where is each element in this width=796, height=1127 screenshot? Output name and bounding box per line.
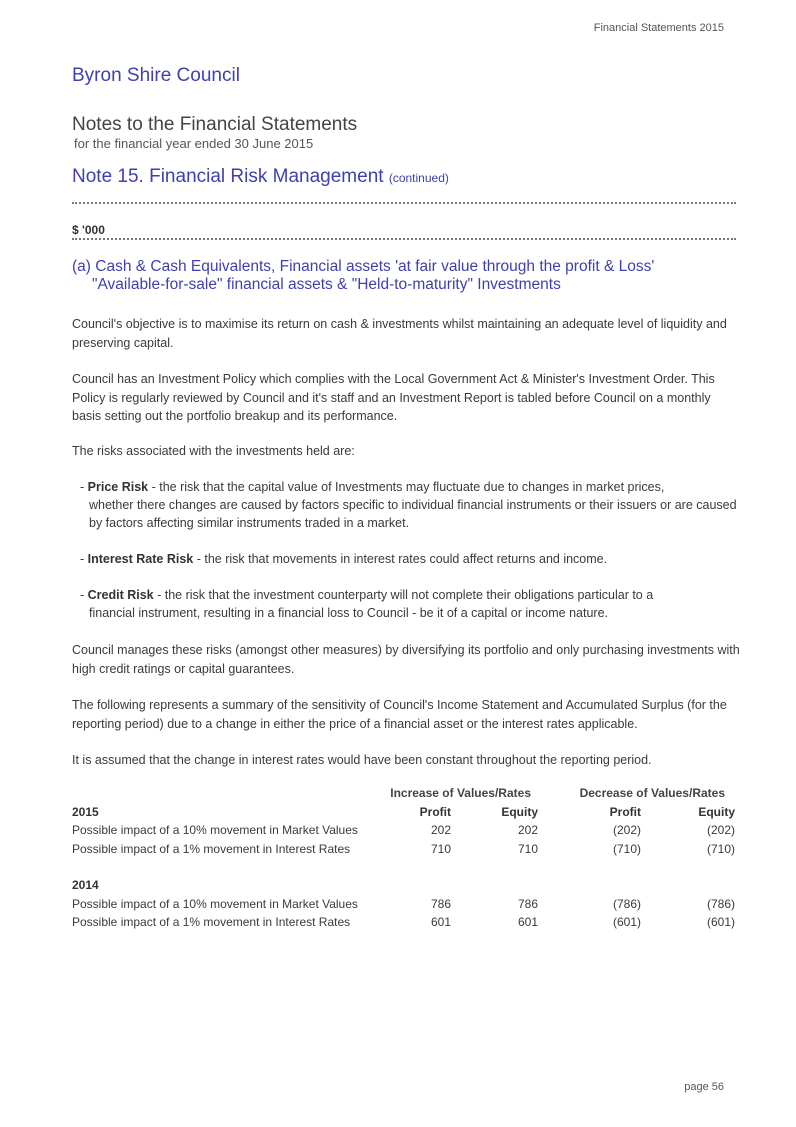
sensitivity-table <box>72 786 738 934</box>
cell-inc-profit: 202 <box>430 823 451 837</box>
paragraph-sensitivity: The following represents a summary of the sensitivity of Council's Income Statement and Accumulated Surplus (for the reporting period) due to a change in either the price of a financial asset or the interest rates applicable. <box>72 698 727 731</box>
note-heading <box>72 166 449 188</box>
cell-dec-equity: (710) <box>706 841 735 856</box>
notes-subtitle: for the financial year ended 30 June 2015 <box>74 136 314 151</box>
risk-text: - the risk that movements in interest rates could affect returns and income. <box>193 552 608 566</box>
cell-inc-profit: 601 <box>430 915 451 929</box>
table-column-header-2015 <box>72 805 738 824</box>
cell-inc-equity: 710 <box>517 841 538 856</box>
table-row <box>72 915 738 934</box>
cell-inc-equity: 786 <box>517 896 538 911</box>
col-inc-profit: Profit <box>419 804 451 819</box>
page-number: page 56 <box>684 1081 724 1093</box>
row-label: Possible impact of a 1% movement in Interest Rates <box>72 915 351 929</box>
row-label: Possible impact of a 10% movement in Market Values <box>72 896 358 911</box>
risk-item-price <box>80 478 740 532</box>
table-row <box>72 823 738 842</box>
cell-inc-equity: 601 <box>517 915 538 929</box>
col-dec-profit: Profit <box>609 804 641 819</box>
divider-top <box>72 202 736 204</box>
paragraph-assumption: It is assumed that the change in interest rates would have been constant throughout the reporting period. <box>72 753 652 767</box>
paragraph-policy: Council has an Investment Policy which complies with the Local Government Act & Minister's Investment Order. This Policy is regularly reviewed by Council and it's staff and an Investment Report is tabled before Council on a monthly basis setting out the portfolio breakup and its performance. <box>72 372 715 423</box>
cell-inc-profit: 710 <box>430 841 451 856</box>
document-title: Financial Statements 2015 <box>593 22 724 34</box>
risk-title: Interest Rate Risk <box>87 552 194 566</box>
risk-text: - the risk that the capital value of Investments may fluctuate due to changes in market prices, <box>148 480 665 494</box>
year-label: 2015 <box>72 804 99 819</box>
cell-dec-equity: (786) <box>706 896 735 911</box>
cell-dec-profit: (710) <box>612 841 641 856</box>
paragraph-objective: Council's objective is to maximise its return on cash & investments whilst maintaining an adequate level of liquidity and preserving capital. <box>72 317 727 350</box>
group-decrease-header: Decrease of Values/Rates <box>579 786 725 800</box>
note-continued: (continued) <box>388 171 449 185</box>
cell-dec-equity: (202) <box>706 823 735 837</box>
risk-text-continued: financial instrument, resulting in a financial loss to Council - be it of a capital or income nature. <box>89 606 609 620</box>
cell-dec-profit: (202) <box>612 823 641 837</box>
table-group-header <box>72 786 738 805</box>
col-inc-equity: Equity <box>501 804 538 819</box>
risk-dash: - <box>80 552 88 566</box>
cell-dec-profit: (601) <box>612 915 641 929</box>
risk-item-credit <box>80 586 740 622</box>
section-heading-line1: (a) Cash & Cash Equivalents, Financial assets 'at fair value through the profit & Loss' <box>72 258 655 275</box>
year-label: 2014 <box>72 878 99 892</box>
council-name: Byron Shire Council <box>72 65 240 86</box>
risk-title: Price Risk <box>87 480 149 494</box>
risk-dash: - <box>80 480 88 494</box>
col-dec-equity: Equity <box>698 804 735 819</box>
section-heading-line2: "Available-for-sale" financial assets & "Held-to-maturity" Investments <box>92 276 561 293</box>
cell-dec-equity: (601) <box>706 915 735 929</box>
units-label: $ '000 <box>72 223 105 237</box>
divider-units <box>72 238 736 240</box>
paragraph-risks-intro: The risks associated with the investments held are: <box>72 444 355 458</box>
notes-title: Notes to the Financial Statements <box>72 114 358 135</box>
row-label: Possible impact of a 10% movement in Market Values <box>72 823 358 837</box>
risk-text: - the risk that the investment counterparty will not complete their obligations particular to a <box>153 588 654 602</box>
table-row <box>72 842 738 861</box>
table-spacer <box>72 860 738 878</box>
cell-inc-profit: 786 <box>430 896 451 911</box>
cell-dec-profit: (786) <box>612 896 641 911</box>
group-increase-header: Increase of Values/Rates <box>390 786 531 800</box>
risk-text-continued: whether there changes are caused by factors specific to individual financial instruments or their issuers or are caused by factors affecting similar instruments traded in a market. <box>89 498 737 530</box>
row-label: Possible impact of a 1% movement in Interest Rates <box>72 841 351 856</box>
risk-dash: - <box>80 588 88 602</box>
paragraph-manages: Council manages these risks (amongst other measures) by diversifying its portfolio and only purchasing investments with high credit ratings or capital guarantees. <box>72 643 740 676</box>
table-row <box>72 897 738 916</box>
risk-title: Credit Risk <box>87 588 154 602</box>
table-year-header-2014 <box>72 878 738 897</box>
section-heading <box>72 258 732 294</box>
risk-item-interest-rate <box>80 550 740 568</box>
cell-inc-equity: 202 <box>517 823 538 837</box>
note-title: Note 15. Financial Risk Management <box>72 166 384 187</box>
